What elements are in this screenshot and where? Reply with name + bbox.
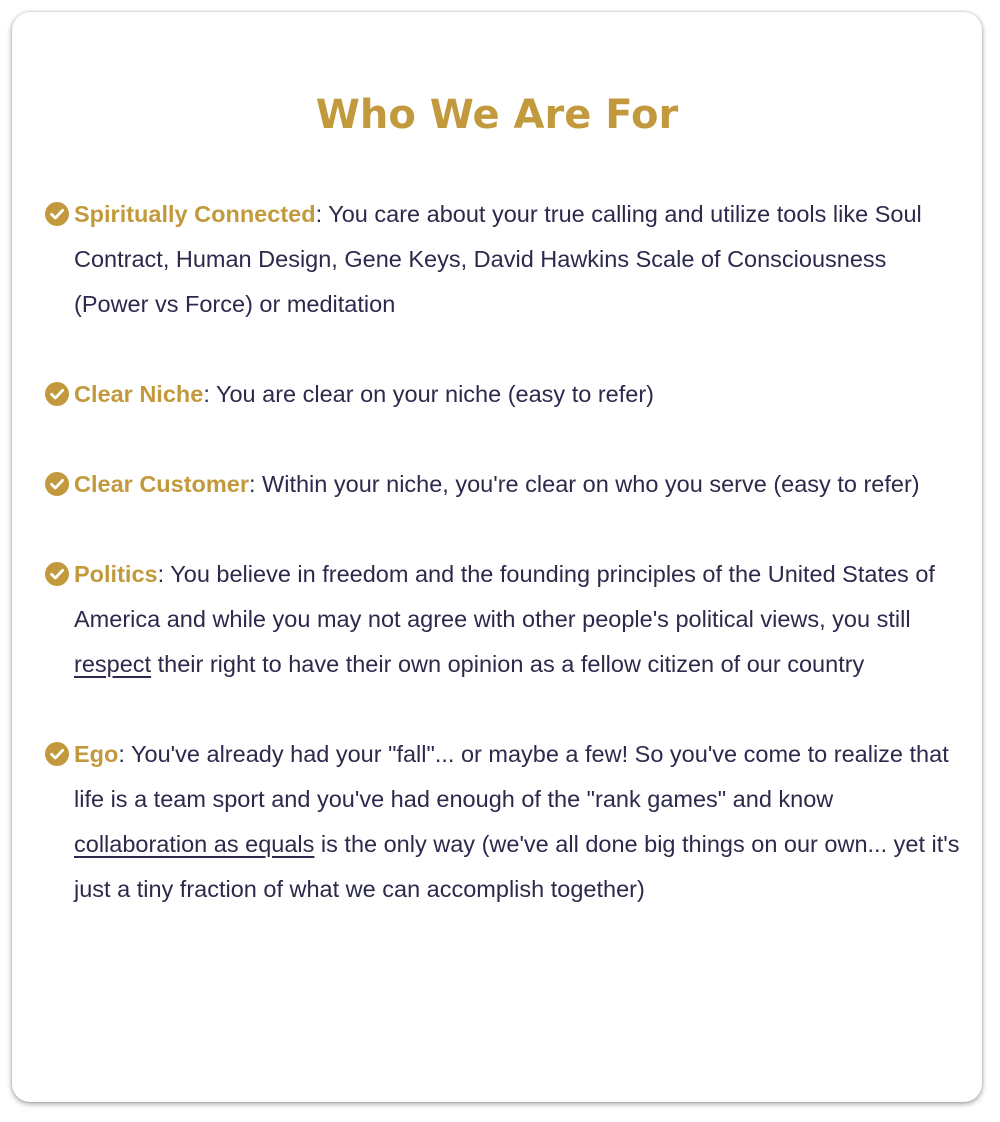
item-heading: Ego bbox=[74, 741, 119, 767]
check-circle-icon bbox=[44, 561, 70, 587]
list-item-clear-customer bbox=[44, 462, 964, 507]
underlined-phrase: collaboration as equals bbox=[74, 831, 315, 857]
underlined-word: respect bbox=[74, 651, 152, 677]
item-text-after: their right to have their own opinion as a fellow citizen of our country bbox=[151, 651, 865, 677]
item-text-before: : You believe in freedom and the founding principles of the United States of America and while you may not agree with other people's political views, you still bbox=[74, 561, 935, 632]
check-circle-icon bbox=[44, 201, 70, 227]
item-text-after: is the only way (we've all done big things on our own... yet it's just a tiny fraction of what we can accomplish together) bbox=[74, 831, 960, 902]
check-circle-icon bbox=[44, 741, 70, 767]
criteria-list bbox=[44, 192, 964, 912]
item-text: : Within your niche, you're clear on who you serve (easy to refer) bbox=[249, 471, 920, 497]
list-item-spiritually-connected bbox=[44, 192, 964, 327]
item-text: : You are clear on your niche (easy to refer) bbox=[203, 381, 654, 407]
list-item-ego bbox=[44, 732, 964, 912]
who-we-are-for-card bbox=[12, 12, 982, 1102]
check-circle-icon bbox=[44, 471, 70, 497]
item-heading: Politics bbox=[74, 561, 158, 587]
item-heading: Clear Niche bbox=[74, 381, 204, 407]
section-title: Who We Are For bbox=[315, 92, 679, 138]
item-heading: Clear Customer bbox=[74, 471, 249, 497]
item-text-before: : You've already had your "fall"... or maybe a few! So you've come to realize that life is a team sport and you've had enough of the "rank games" and know bbox=[74, 741, 949, 812]
list-item-clear-niche bbox=[44, 372, 964, 417]
item-heading: Spiritually Connected bbox=[74, 201, 316, 227]
item-text: : You care about your true calling and utilize tools like Soul Contract, Human Design, Gene Keys, David Hawkins Scale of Consciousness (Power vs Force) or meditation bbox=[74, 201, 922, 317]
check-circle-icon bbox=[44, 381, 70, 407]
list-item-politics bbox=[44, 552, 964, 687]
